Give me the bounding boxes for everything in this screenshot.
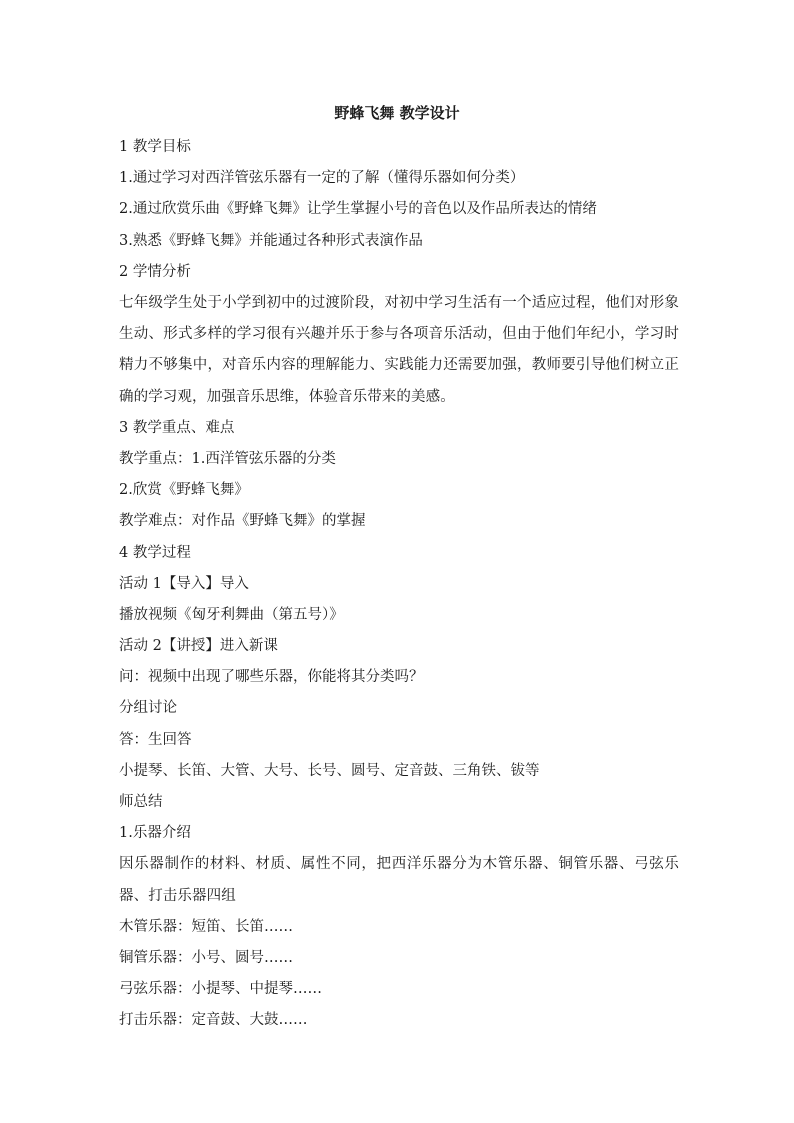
key-point-1: 教学重点：1.西洋管弦乐器的分类 — [119, 450, 336, 467]
instrument-intro-paragraph: 因乐器制作的材料、材质、属性不同，把西洋乐器分为木管乐器、铜管乐器、弓弦乐器、打击乐器四组 — [119, 856, 679, 904]
instrument-intro-heading: 1.乐器介绍 — [119, 825, 191, 842]
activity-2: 活动 2【讲授】进入新课 — [119, 638, 278, 655]
strings-line: 弓弦乐器：小提琴、中提琴…… — [119, 981, 322, 998]
answer-line: 答：生回答 — [119, 731, 192, 748]
instruments-list-line: 小提琴、长笛、大管、大号、长号、圆号、定音鼓、三角铁、钹等 — [119, 762, 540, 779]
document-body — [119, 132, 679, 1037]
group-discussion-line: 分组讨论 — [119, 700, 177, 717]
brass-line: 铜管乐器：小号、圆号…… — [119, 949, 293, 966]
question-line: 问：视频中出现了哪些乐器，你能将其分类吗？ — [119, 669, 424, 686]
goal-item-3: 3.熟悉《野蜂飞舞》并能通过各种形式表演作品 — [119, 232, 423, 249]
percussion-line: 打击乐器：定音鼓、大鼓…… — [119, 1012, 308, 1029]
play-video-line: 播放视频《匈牙利舞曲（第五号）》 — [119, 606, 344, 623]
teacher-summary-line: 师总结 — [119, 794, 163, 810]
goal-item-2: 2.通过欣赏乐曲《野蜂飞舞》让学生掌握小号的音色以及作品所表达的情绪 — [119, 201, 597, 218]
activity-1: 活动 1【导入】导入 — [119, 575, 249, 592]
woodwind-line: 木管乐器：短笛、长笛…… — [119, 918, 293, 935]
document-title: 野蜂飞舞 教学设计 — [334, 104, 460, 122]
learner-analysis-paragraph: 七年级学生处于小学到初中的过渡阶段，对初中学习生活有一个适应过程，他们对形象生动、形式多样的学习很有兴趣并乐于参与各项音乐活动，但由于他们年纪小，学习时精力不够集中，对音乐内容的理解能力、实践能力还需要加强，教师要引导他们树立正确的学习观，加强音乐思维，体验音乐带来的美感。 — [119, 294, 679, 405]
key-point-2: 2.欣赏《野蜂飞舞》 — [119, 482, 249, 499]
section-heading-learner-analysis: 2 学情分析 — [119, 263, 191, 280]
section-heading-teaching-goals: 1 教学目标 — [119, 139, 191, 155]
goal-item-1: 1.通过学习对西洋管弦乐器有一定的了解（懂得乐器如何分类） — [119, 170, 525, 187]
section-heading-key-points: 3 教学重点、难点 — [119, 419, 235, 436]
difficulty-point: 教学难点：对作品《野蜂飞舞》的掌握 — [119, 513, 366, 530]
section-heading-teaching-process: 4 教学过程 — [119, 544, 191, 561]
